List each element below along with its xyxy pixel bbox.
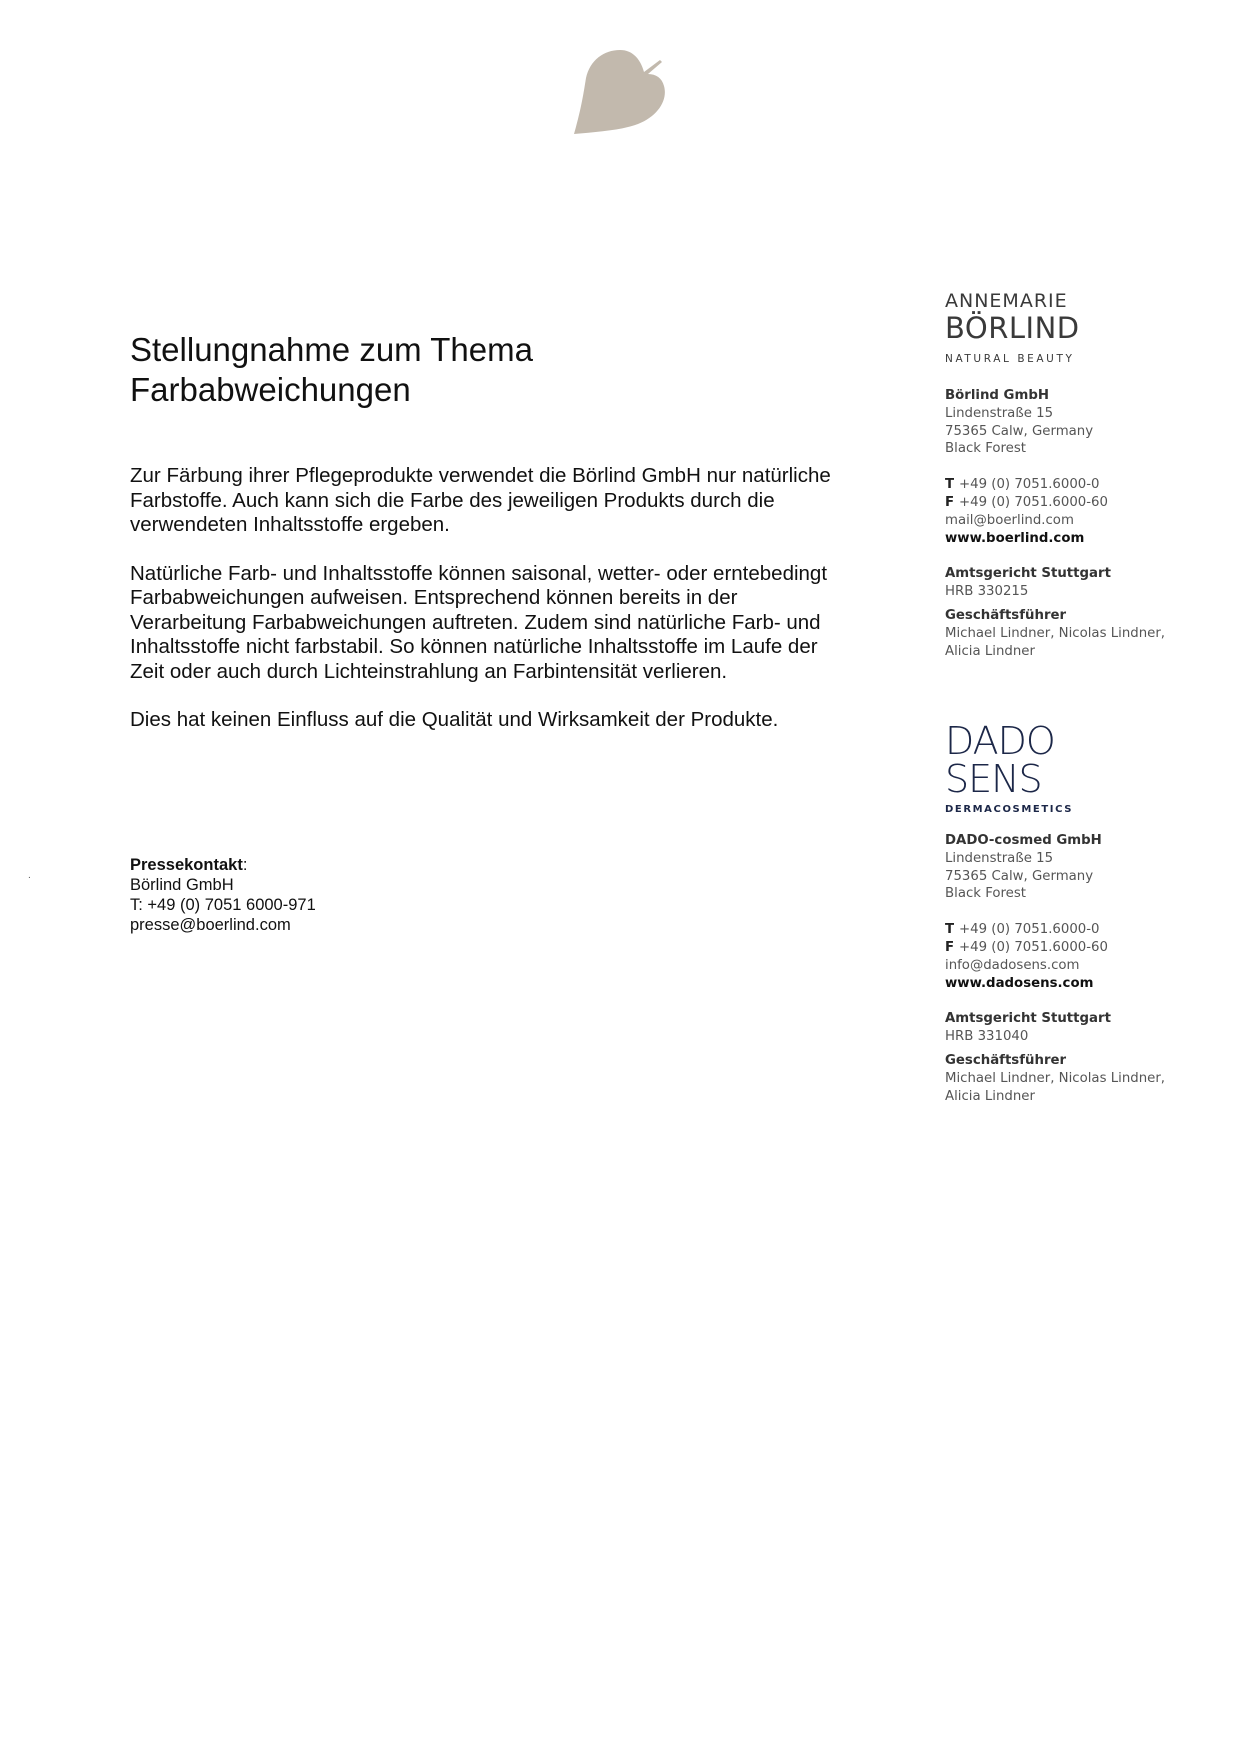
brand2-hrb: HRB 331040 (945, 1029, 1029, 1045)
brand1-md-line1: Michael Lindner, Nicolas Lindner, (945, 625, 1166, 641)
brand1-region: Black Forest (945, 441, 1027, 457)
title-line-2: Farbabweichungen (130, 371, 411, 408)
brand2-tagline: DERMACOSMETICS (945, 804, 1074, 815)
paragraph-3 (130, 708, 890, 733)
brand1-fax-row (945, 494, 1235, 512)
brand2-phone-row (945, 921, 1235, 939)
press-company: Börlind GmbH (130, 876, 234, 894)
brand1-line1: ANNEMARIE (945, 290, 1068, 312)
paragraph-2 (130, 562, 890, 685)
brand2-line2: SENS (945, 757, 1042, 801)
text-line: Verarbeitung Farbabweichungen auftreten. Zudem sind natürliche Farb- und (130, 610, 821, 634)
brand2-company: DADO-cosmed GmbH (945, 833, 1102, 848)
margin-dot: . (28, 870, 31, 881)
brand2-md-line2: Alicia Lindner (945, 1088, 1035, 1104)
brand1-tagline: NATURAL BEAUTY (945, 353, 1075, 365)
brand1-line2: BÖRLIND (945, 311, 1080, 345)
brand2-street: Lindenstraße 15 (945, 850, 1054, 866)
brand1-court: Amtsgericht Stuttgart (945, 566, 1111, 582)
text-line: Dies hat keinen Einfluss auf die Qualität und Wirksamkeit der Produkte. (130, 708, 779, 731)
brand1-md-label: Geschäftsführer (945, 607, 1067, 623)
brand2-email-link[interactable]: info@dadosens.com (945, 957, 1080, 973)
leaf-logo-icon (568, 48, 672, 138)
brand1-company: Börlind GmbH (945, 388, 1049, 403)
brand1-phone: +49 (0) 7051.6000-0 (959, 477, 1100, 493)
brand1-phone-row (945, 476, 1235, 494)
brand1-city: 75365 Calw, Germany (945, 423, 1094, 439)
press-email-link[interactable]: presse@boerlind.com (130, 916, 291, 934)
colon: : (242, 856, 248, 874)
brand2-fax-row (945, 939, 1235, 957)
dado-sens-logo (945, 719, 1074, 815)
text-line: Natürliche Farb- und Inhaltsstoffe können saisonal, wetter- oder erntebedingt (130, 561, 828, 585)
brand2-line1: DADO (945, 719, 1055, 763)
brand2-court: Amtsgericht Stuttgart (945, 1011, 1111, 1027)
brand2-md-label: Geschäftsführer (945, 1052, 1067, 1068)
press-contact-label: Pressekontakt (130, 856, 243, 874)
text-line: verwendeten Inhaltsstoffe ergeben. (130, 513, 450, 536)
phone-label: T (945, 922, 955, 938)
brand1-address-block (945, 387, 1235, 660)
brand2-phone: +49 (0) 7051.6000-0 (959, 922, 1100, 938)
brand2-fax: +49 (0) 7051.6000-60 (959, 939, 1108, 955)
brand2-address-block (945, 832, 1235, 1105)
fax-label: F (945, 939, 955, 955)
phone-label: T (945, 477, 955, 493)
annemarie-boerlind-logo (945, 290, 1080, 365)
press-contact (130, 855, 316, 935)
text-line: Farbabweichungen aufweisen. Entsprechend können bereits in der (130, 586, 738, 609)
brand1-street: Lindenstraße 15 (945, 405, 1054, 421)
press-phone: T: +49 (0) 7051 6000-971 (130, 896, 316, 914)
brand2-city: 75365 Calw, Germany (945, 868, 1094, 884)
text-line: Zur Färbung ihrer Pflegeprodukte verwendet die Börlind GmbH nur natürliche (130, 464, 831, 487)
brand2-md-line1: Michael Lindner, Nicolas Lindner, (945, 1070, 1166, 1086)
document-body (130, 330, 890, 757)
text-line: Zeit oder auch durch Lichteinstrahlung an Farbintensität verlieren. (130, 659, 728, 683)
brand1-web-link[interactable]: www.boerlind.com (945, 530, 1085, 546)
text-line: Inhaltsstoffe nicht farbstabil. So können natürliche Inhaltsstoffe im Laufe der (130, 635, 818, 658)
paragraph-1 (130, 464, 890, 538)
brand2-web-link[interactable]: www.dadosens.com (945, 975, 1094, 991)
brand1-email-link[interactable]: mail@boerlind.com (945, 512, 1074, 528)
title-line-1: Stellungnahme zum Thema (130, 331, 533, 368)
brand1-hrb: HRB 330215 (945, 584, 1029, 600)
brand2-region: Black Forest (945, 886, 1027, 902)
text-line: Farbstoffe. Auch kann sich die Farbe des jeweiligen Produkts durch die (130, 488, 775, 512)
fax-label: F (945, 494, 955, 510)
brand1-md-line2: Alicia Lindner (945, 643, 1035, 659)
page-title (130, 330, 890, 410)
brand1-fax: +49 (0) 7051.6000-60 (959, 494, 1108, 510)
